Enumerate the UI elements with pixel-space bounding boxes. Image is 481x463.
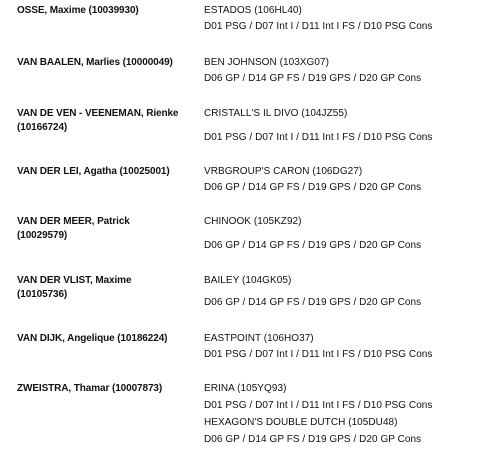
rider-block — [17, 274, 205, 302]
horse-name: BAILEY (104GK05) — [204, 275, 292, 286]
rider-name: VAN DE VEN - VEENEMAN, Rienke — [17, 108, 179, 119]
horse-classes: D06 GP / D14 GP FS / D19 GPS / D20 GP Cons — [204, 240, 422, 251]
rider-name: VAN DER LEI, Agatha (10025001) — [17, 166, 170, 177]
horse-name: CHINOOK (105KZ92) — [204, 216, 302, 227]
horse-classes: D06 GP / D14 GP FS / D19 GPS / D20 GP Cons — [204, 73, 422, 84]
horse-name: HEXAGON'S DOUBLE DUTCH (105DU48) — [204, 417, 398, 428]
rider-id: (10029579) — [17, 230, 68, 241]
rider-id: (10166724) — [17, 122, 68, 133]
horse-classes: D06 GP / D14 GP FS / D19 GPS / D20 GP Cons — [204, 434, 422, 445]
rider-name: VAN DER MEER, Patrick — [17, 216, 130, 227]
rider-name: VAN DER VLIST, Maxime — [17, 275, 132, 286]
horse-classes: D06 GP / D14 GP FS / D19 GPS / D20 GP Cons — [204, 297, 422, 308]
rider-name: OSSE, Maxime (10039930) — [17, 5, 139, 16]
horse-classes: D01 PSG / D07 Int I / D11 Int I FS / D10 PSG Cons — [204, 132, 433, 143]
rider-name: ZWEISTRA, Thamar (10007873) — [17, 383, 163, 394]
horse-name: ESTADOS (106HL40) — [204, 5, 302, 16]
rider-block — [17, 215, 205, 243]
horse-name: VRBGROUP'S CARON (106DG27) — [204, 166, 363, 177]
horse-name: CRISTALL'S IL DIVO (104JZ55) — [204, 108, 348, 119]
horse-classes: D01 PSG / D07 Int I / D11 Int I FS / D10 PSG Cons — [204, 349, 433, 360]
horse-name: EASTPOINT (106HO37) — [204, 333, 314, 344]
horse-classes: D06 GP / D14 GP FS / D19 GPS / D20 GP Cons — [204, 182, 422, 193]
rider-block — [17, 107, 205, 135]
horse-name: BEN JOHNSON (103XG07) — [204, 57, 329, 68]
horse-classes: D01 PSG / D07 Int I / D11 Int I FS / D10 PSG Cons — [204, 21, 433, 32]
rider-name: VAN DIJK, Angelique (10186224) — [17, 333, 168, 344]
rider-id: (10105736) — [17, 289, 68, 300]
rider-name: VAN BAALEN, Marlies (10000049) — [17, 57, 173, 68]
horse-classes: D01 PSG / D07 Int I / D11 Int I FS / D10 PSG Cons — [204, 400, 433, 411]
horse-name: ERINA (105YQ93) — [204, 383, 287, 394]
